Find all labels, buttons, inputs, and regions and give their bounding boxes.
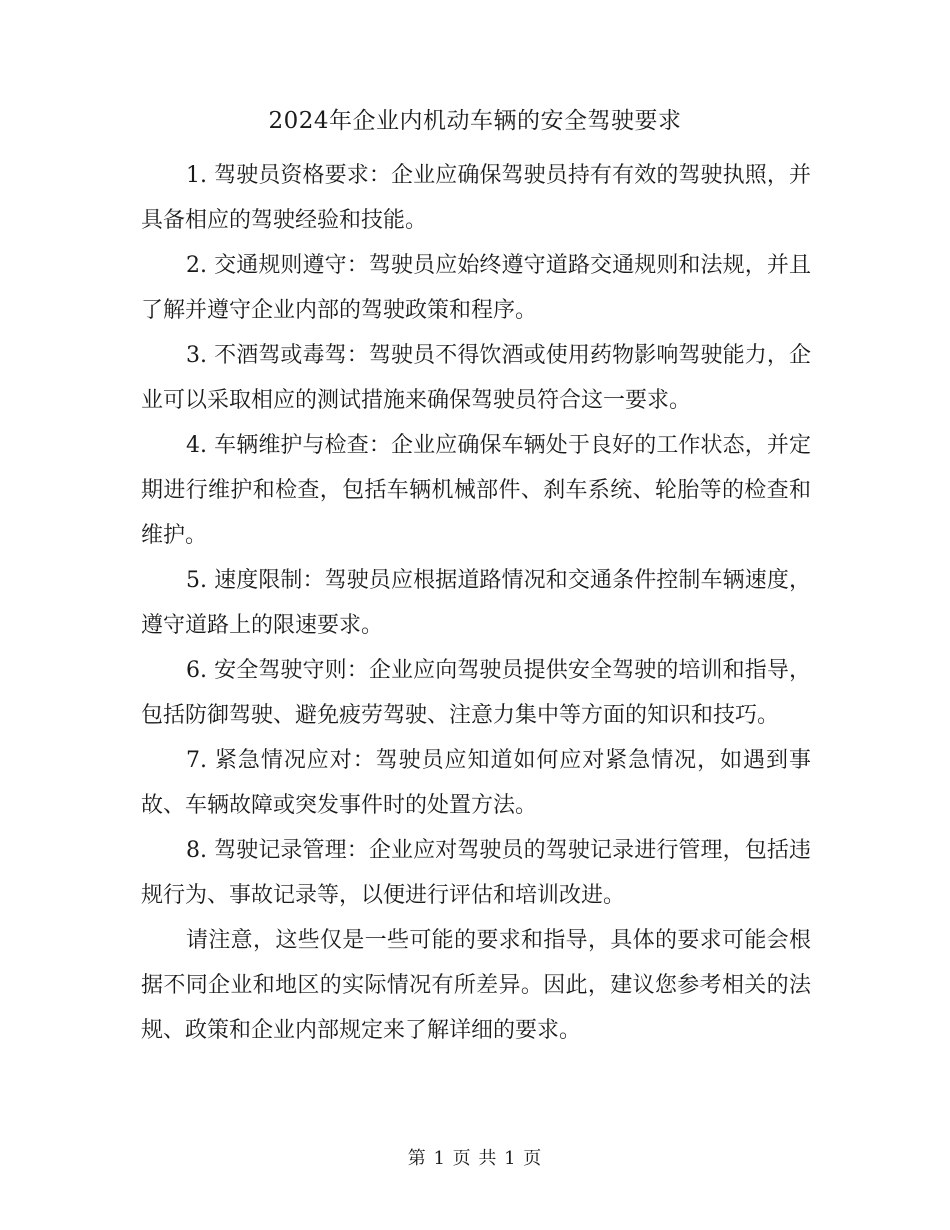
document-body <box>141 153 811 1053</box>
paragraph-note: 请注意，这些仅是一些可能的要求和指导，具体的要求可能会根据不同企业和地区的实际情况有所差异。因此，建议您参考相关的法规、政策和企业内部规定来了解详细的要求。 <box>141 928 811 1043</box>
paragraph-speed-limit: 5. 速度限制：驾驶员应根据道路情况和交通条件控制车辆速度，遵守道路上的限速要求。 <box>141 568 811 638</box>
page-number-footer: 第 1 页 共 1 页 <box>407 1148 543 1169</box>
paragraph-safe-driving-rules: 6. 安全驾驶守则：企业应向驾驶员提供安全驾驶的培训和指导，包括防御驾驶、避免疲劳驾驶、注意力集中等方面的知识和技巧。 <box>141 658 811 728</box>
paragraph-no-drunk-driving: 3. 不酒驾或毒驾：驾驶员不得饮酒或使用药物影响驾驶能力，企业可以采取相应的测试措施来确保驾驶员符合这一要求。 <box>141 343 811 413</box>
paragraph-emergency-response: 7. 紧急情况应对：驾驶员应知道如何应对紧急情况，如遇到事故、车辆故障或突发事件时的处置方法。 <box>141 748 811 818</box>
paragraph-traffic-rules: 2. 交通规则遵守：驾驶员应始终遵守道路交通规则和法规，并且了解并遵守企业内部的驾驶政策和程序。 <box>141 253 811 323</box>
paragraph-driver-qualification: 1. 驾驶员资格要求：企业应确保驾驶员持有有效的驾驶执照，并具备相应的驾驶经验和技能。 <box>141 163 811 233</box>
paragraph-driving-records: 8. 驾驶记录管理：企业应对驾驶员的驾驶记录进行管理，包括违规行为、事故记录等，以便进行评估和培训改进。 <box>141 838 811 908</box>
paragraph-vehicle-maintenance: 4. 车辆维护与检查：企业应确保车辆处于良好的工作状态，并定期进行维护和检查，包括车辆机械部件、刹车系统、轮胎等的检查和维护。 <box>141 433 811 548</box>
document-title: 2024年企业内机动车辆的安全驾驶要求 <box>268 108 682 134</box>
